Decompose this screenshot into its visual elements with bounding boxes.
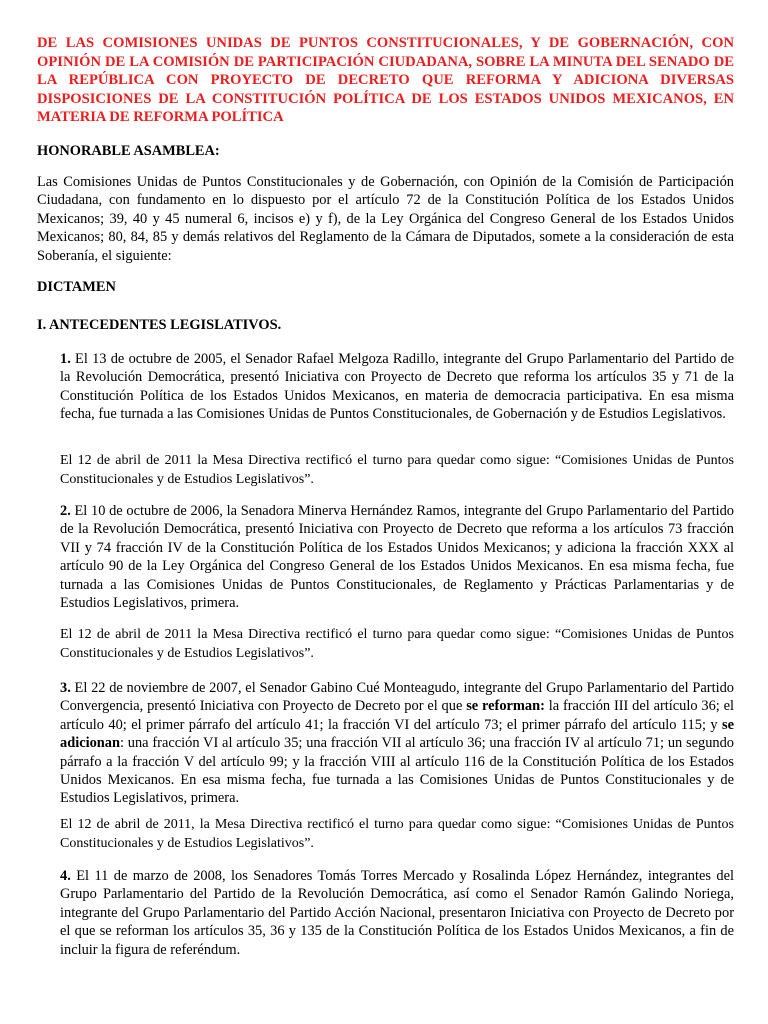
item-3-text-c: : una fracción VI al artículo 35; una fracción VII al artículo 36; una fracción IV al artículo 71; un segundo párrafo a la fracción V del artículo 99; y la fracción VIII al artículo 116 de la Constitución Política de los Estados Unidos Mexicanos. En esa misma fecha, fue turnada a las Comisiones Unidas de Puntos Constitucionales y de Estudios Legislativos, primera. (60, 735, 734, 807)
section-heading: I. ANTECEDENTES LEGISLATIVOS. (37, 317, 282, 333)
item-3-number: 3. (60, 680, 71, 696)
intro-paragraph: Las Comisiones Unidas de Puntos Constitucionales y de Gobernación, con Opinión de la Comisión de Participación Ciudadana, con fundamento en lo dispuesto por el artículo 72 de la Constitución Política de los Estados Unidos Mexicanos; 39, 40 y 45 numeral 6, incisos e) y f), de la Ley Orgánica del Congreso General de los Estados Unidos Mexicanos; 80, 84, 85 y demás relativos del Reglamento de la Cámara de Diputados, somete a la consideración de esta Soberanía, el siguiente: (37, 174, 734, 264)
item-3-paragraph (60, 679, 734, 808)
dictamen-heading: DICTAMEN (37, 279, 116, 295)
item-2-number: 2. (60, 503, 71, 519)
item-4-number: 4. (60, 868, 71, 884)
item-2-text: El 10 de octubre de 2006, la Senadora Minerva Hernández Ramos, integrante del Grupo Parlamentario del Partido de la Revolución Democrática, presentó Iniciativa con Proyecto de Decreto que reforma a los artículos 73 fracción VII y 74 fracción IV de la Constitución Política de los Estados Unidos Mexicanos; y adiciona la fracción XXX al artículo 90 de la Ley Orgánica del Congreso General de los Estados Unidos Mexicanos. En esa misma fecha, fue turnada a las Comisiones Unidas de Puntos Constitucionales, de Reglamento y Prácticas Parlamentarias y de Estudios Legislativos, primera. (60, 503, 734, 612)
item-2-note: El 12 de abril de 2011 la Mesa Directiva rectificó el turno para quedar como sigue: “Comisiones Unidas de Puntos Constitucionales y de Estudios Legislativos”. (60, 627, 734, 661)
item-4-paragraph (60, 867, 734, 959)
item-1-text: El 13 de octubre de 2005, el Senador Rafael Melgoza Radillo, integrante del Grupo Parlamentario del Partido de la Revolución Democrática, presentó Iniciativa con Proyecto de Decreto que reforma los artículos 35 y 71 de la Constitución Política de los Estados Unidos Mexicanos, en materia de democracia participativa. En esa misma fecha, fue turnada a las Comisiones Unidas de Puntos Constitucionales, de Gobernación y de Estudios Legislativos. (60, 351, 734, 423)
item-4-text: El 11 de marzo de 2008, los Senadores Tomás Torres Mercado y Rosalinda López Hernández, integrantes del Grupo Parlamentario del Partido de la Revolución Democrática, así como el Senador Ramón Galindo Noriega, integrante del Grupo Parlamentario del Partido Acción Nacional, presentaron Iniciativa con Proyecto de Decreto por el que se reforman los artículos 35, 36 y 135 de la Constitución Política de los Estados Unidos Mexicanos, a fin de incluir la figura de referéndum. (60, 868, 734, 958)
item-1-number: 1. (60, 351, 71, 367)
item-3-text-b: la fracción III del artículo 36; el artículo 40; el primer párrafo del artículo 41; la fracción VI del artículo 73; el primer párrafo del artículo 115; y (60, 698, 735, 733)
item-1-paragraph (60, 350, 734, 424)
item-3-bold-reforman: se reforman: (466, 698, 545, 715)
salutation: HONORABLE ASAMBLEA: (37, 143, 220, 159)
item-3-text-a: El 22 de noviembre de 2007, el Senador Gabino Cué Monteagudo, integrante del Grupo Parlamentario del Partido Convergencia, presentó Iniciativa con Proyecto de Decreto por el que (60, 680, 734, 715)
document-title: DE LAS COMISIONES UNIDAS DE PUNTOS CONSTITUCIONALES, Y DE GOBERNACIÓN, CON OPINIÓN DE LA COMISIÓN DE PARTICIPACIÓN CIUDADANA, SOBRE LA MINUTA DEL SENADO DE LA REPÚBLICA CON PROYECTO DE DECRETO QUE REFORMA Y ADICIONA DIVERSAS DISPOSICIONES DE LA CONSTITUCIÓN POLÍTICA DE LOS ESTADOS UNIDOS MEXICANOS, EN MATERIA DE REFORMA POLÍTICA (37, 35, 734, 126)
item-2-paragraph (60, 502, 734, 612)
item-3-bold-adicionan: se adicionan (60, 716, 734, 752)
item-3-note: El 12 de abril de 2011, la Mesa Directiva rectificó el turno para quedar como sigue: “Comisiones Unidas de Puntos Constitucionales y de Estudios Legislativos”. (60, 817, 734, 851)
item-1-note: El 12 de abril de 2011 la Mesa Directiva rectificó el turno para quedar como sigue: “Comisiones Unidas de Puntos Constitucionales y de Estudios Legislativos”. (60, 453, 734, 487)
